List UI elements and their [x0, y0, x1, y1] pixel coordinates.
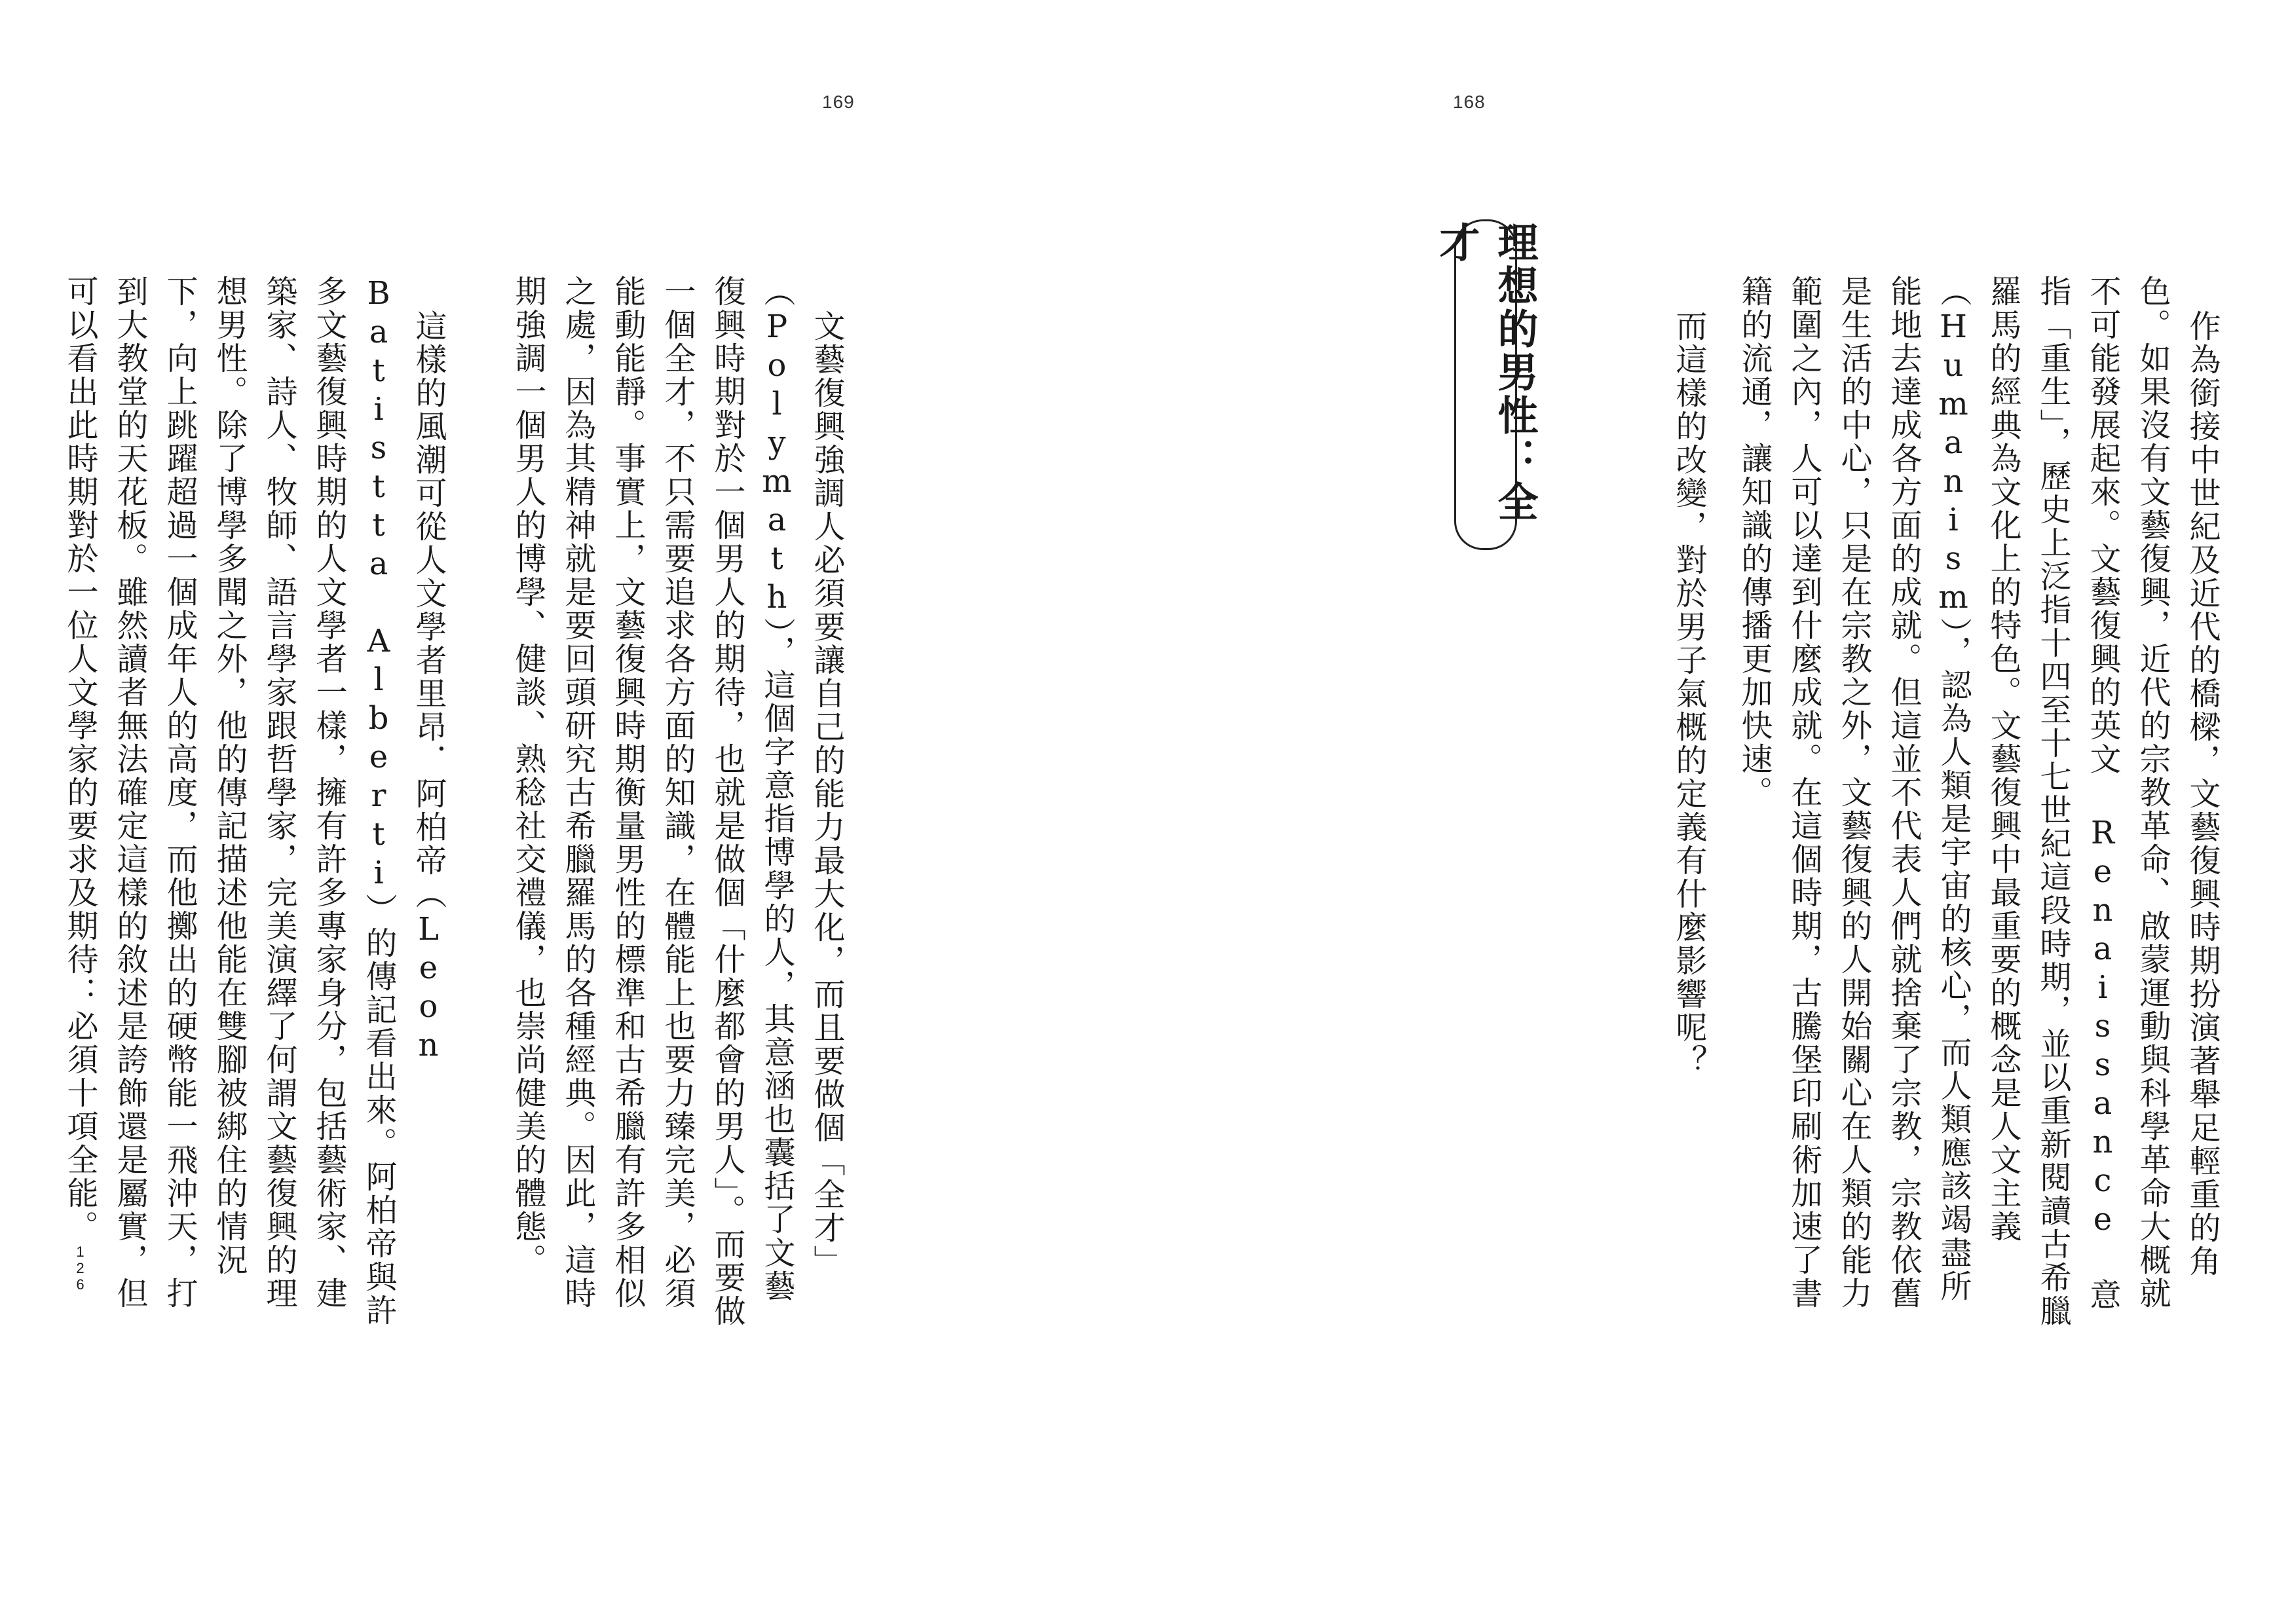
right-paragraph-1: 作為銜接中世紀及近代的橋樑，文藝復興時期扮演著舉足輕重的角色。如果沒有文藝復興，近代的宗教革命、啟蒙運動與科學革命大概就不可能發展起來。文藝復興的英文 Renaissance 意指「重生」，歷史上泛指十四至十七世紀這段時期，並以重新閱讀古希臘羅馬的經典為文化上的特色。文藝復興中最重要的概念是人文主義（Humanism），認為人類是宇宙的核心，而人類應該竭盡所能地去達成各方面的成就。但這並不代表人們就捨棄了宗教，宗教依舊是生活的中心，只是在宗教之外，文藝復興的人開始關心在人類的能力範圍之內，人可以達到什麼成就。在這個時期，古騰堡印刷術加速了書籍的流通，讓知識的傳播更加快速。 [1736, 275, 2221, 1328]
right-paragraph-2: 而這樣的改變，對於男子氣概的定義有什麼影響呢？ [1670, 309, 1707, 1078]
left-paragraph-1: 文藝復興強調人必須要讓自己的能力最大化，而且要做個「全才」（Polymath），這個字意指博學的人，其意涵也囊括了文藝復興時期對於一個男人的期待，也就是做個「什麼都會的男人」。而要做一個全才，不只需要追求各方面的知識，在體能上也要力臻完美，必須能動能靜。事實上，文藝復興時期衡量男性的標準和古希臘有許多相似之處，因為其精神就是要回頭研究古希臘羅馬的各種經典。因此，這時期強調一個男人的博學、健談、熟稔社交禮儀，也崇尚健美的體態。 [510, 275, 845, 1328]
left-paragraph-2 [55, 275, 453, 1336]
page-number-right: 168 [1453, 92, 1486, 112]
paragraph-gap [453, 275, 503, 1336]
chapter-heading-text: 理想的男性：全才 [1433, 221, 1539, 524]
right-page-closing [1664, 275, 1714, 1336]
chapter-heading [1433, 219, 1539, 550]
page-number-left: 169 [822, 92, 855, 112]
right-page-body [1729, 275, 2227, 1336]
left-page-body [55, 275, 852, 1336]
footnote-reference[interactable]: 126 [72, 1244, 88, 1293]
left-paragraph-2-text: 這樣的風潮可從人文學者里昂．阿柏帝（Leon Batistta Alberti）的傳記看出來。阿柏帝與許多文藝復興時期的人文學者一樣，擁有許多專家身分，包括藝術家、建築家、詩人、牧師、語言學家跟哲學家，完美演繹了何謂文藝復興的理想男性。除了博學多聞之外，他的傳記描述他能在雙腳被綁住的情況下，向上跳躍超過一個成年人的高度，而他擲出的硬幣能一飛沖天，打到大教堂的天花板。雖然讀者無法確定這樣的敘述是誇飾還是屬實，但可以看出此時期對於一位人文學家的要求及期待：必須十項全能。 [62, 275, 447, 1327]
